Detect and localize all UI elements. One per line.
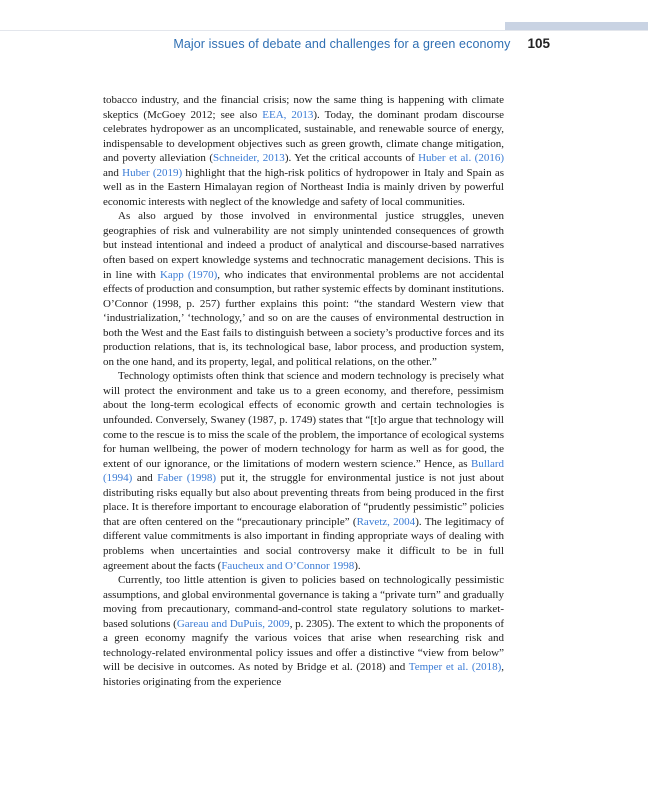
paragraph-text: and [103,166,123,179]
header-rule [0,30,648,31]
running-head [0,36,550,52]
paragraph-text: ). Today, the dominant prodam discourse celebrates hydropower as an uncomplicated, sustainable, and renewable source of energy, indispensable to development objectives such as green growth, climate change mitigation, and poverty alleviation ( [103,108,504,165]
paragraph-text: , who indicates that environmental problems are not accidental effects of production and consumption, but rather systemic effects by dominant institutions. O’Connor (1998, p. 257) further explains this point: “the standard Western view that ‘industrialization,’ ‘technology,’ and so on are the causes of environmental destruction in both the West and the East fails to distinguish between a society’s productive forces and its production relations, that is, its technological base, labor process, and production system, on the one hand, and its property, legal, and political relations, on the other.” [103,268,505,368]
paragraph-text: As also argued by those involved in environmental justice struggles, uneven geographies of risk and vulnerability are not simply unintended consequences of growth but instead intentional and indeed a product of analytical and discourse-based narratives often based on expert knowledge systems and technocratic management decisions. This is in line with [103,210,504,281]
citation-link[interactable]: Ravetz, 2004 [356,515,416,528]
citation-link[interactable]: Temper et al. (2018) [408,661,502,674]
paragraph [103,209,504,369]
citation-link[interactable]: Faucheux and O’Connor 1998 [221,559,355,572]
paragraph-text: ). [354,559,361,572]
paragraph [103,369,504,573]
header-accent-bar [505,22,648,30]
running-title: Major issues of debate and challenges for a green economy [173,37,511,51]
paragraph-text: , p. 2305). The extent to which the proponents of a green economy magnify the various voices that arise when researching risk and technology-related environmental policy issues and offer a distinctive “view from below” will be decisive in outcomes. As noted by Bridge et al. (2018) and [103,617,504,674]
citation-link[interactable]: Kapp (1970) [159,268,218,281]
paragraph-text: Currently, too little attention is given to policies based on technologically pessimistic assumptions, and global environmental governance is taking a “private turn” and gradually moving from precautionary, command-and-control state regulatory solutions to market-based solutions ( [103,574,504,630]
citation-link[interactable]: Schneider, 2013 [213,152,285,165]
paragraph-text: put it, the struggle for environmental justice is not just about distributing risks equally but also about preventing threats from being produced in the first place. It is therefore important to encourage elaboration of “prudently pessimistic” policies that are often centered on the “precautionary principle” ( [103,472,504,528]
page-number: 105 [527,36,550,51]
paragraph-text: and [132,472,158,485]
paragraph-text: ). Yet the critical accounts of [284,152,419,165]
citation-link[interactable]: Huber (2019) [122,166,183,179]
paragraph-text: Technology optimists often think that science and modern technology is precisely what will protect the environment and take us to a green economy, and therefore, pessimism about the long-term ecological effects of economic growth and certain technologies is unfounded. Conversely, Swaney (1987, p. 1749) states that “[t]o argue that technology will come to the rescue is to miss the scale of the problem, the importance of ecological systems for human wellbeing, the power of modern technology for harm as well as for good, the extent of our ignorance, or the limitations of modern western science.” Hence, as [103,370,504,470]
citation-link[interactable]: Gareau and DuPuis, 2009 [176,617,290,630]
citation-link[interactable]: Huber et al. (2016) [418,152,504,165]
paragraph-text: highlight that the high-risk politics of hydropower in Italy and Spain as well as in the Eastern Himalayan region of Northeast India is mainly driven by powerful economic interests with neglect of the knowledge and safety of local communities. [103,166,504,208]
citation-link[interactable]: Faber (1998) [157,472,217,485]
paragraph [103,573,504,689]
paragraph-text: tobacco industry, and the financial crisis; now the same thing is happening with climate skeptics (McGoey 2012; see also [103,94,504,121]
paragraph [103,93,504,209]
paragraph-text: ). The legitimacy of different value commitments is also important in finding appropriate ways of dealing with problems when uncertainties and social controversy make it difficult to be in full agreement about the facts ( [103,515,504,572]
paragraph-text: , histories originating from the experience [103,661,504,688]
citation-link[interactable]: Bullard (1994) [103,457,504,485]
body-text [103,93,504,689]
citation-link[interactable]: EEA, 2013 [262,108,314,121]
